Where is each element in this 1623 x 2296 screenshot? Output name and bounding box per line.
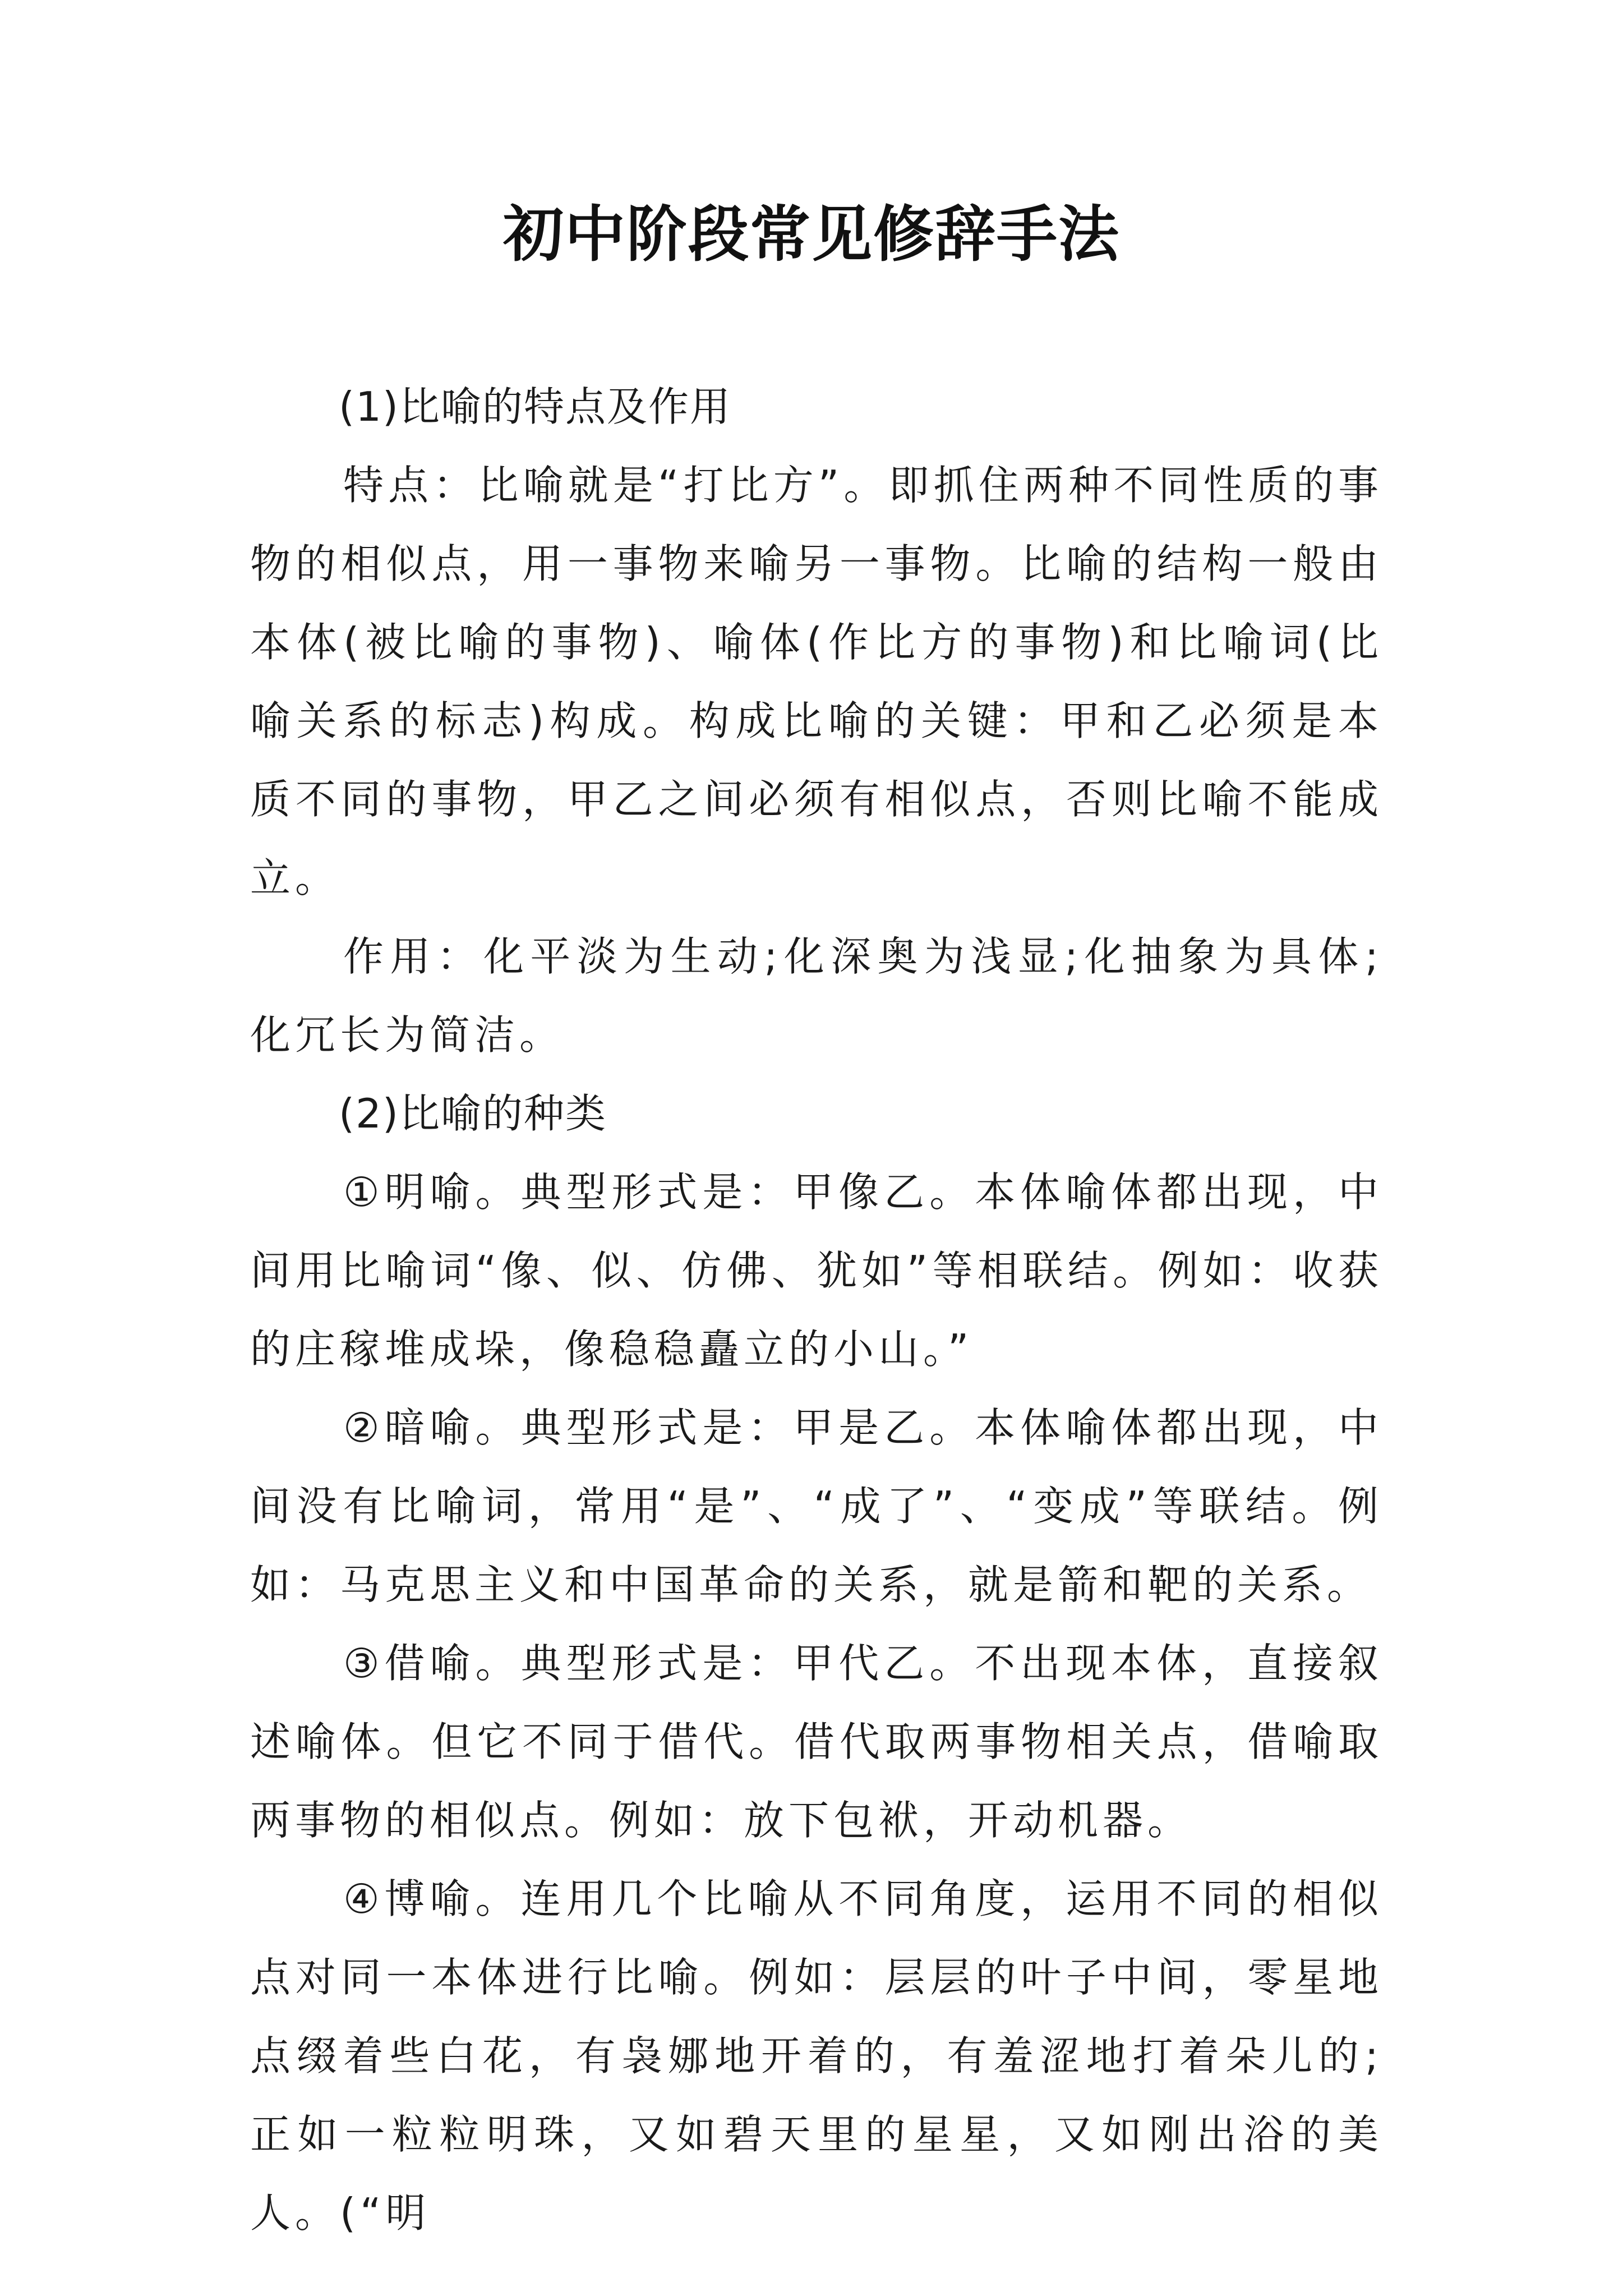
section-heading-2: (2)比喻的种类 — [339, 1090, 607, 1137]
document-body — [250, 367, 1383, 2252]
paragraph-extended-metaphor: ④博喻。连用几个比喻从不同角度，运用不同的相似点对同一本体进行比喻。例如：层层的叶子中间，零星地点缀着些白花，有袅娜地开着的，有羞涩地打着朵儿的;正如一粒粒明珠，又如碧天里的星星，又如刚出浴的美人。(“明 — [250, 1875, 1383, 2237]
paragraph-implied-metaphor: ③借喻。典型形式是：甲代乙。不出现本体，直接叙述喻体。但它不同于借代。借代取两事物相关点，借喻取两事物的相似点。例如：放下包袱，开动机器。 — [250, 1640, 1383, 1844]
paragraph-features: 特点：比喻就是“打比方”。即抓住两种不同性质的事物的相似点，用一事物来喻另一事物。比喻的结构一般由本体(被比喻的事物)、喻体(作比方的事物)和比喻词(比喻关系的标志)构成。构成比喻的关键：甲和乙必须是本质不同的事物，甲乙之间必须有相似点，否则比喻不能成立。 — [250, 462, 1383, 901]
paragraph-simile: ①明喻。典型形式是：甲像乙。本体喻体都出现，中间用比喻词“像、似、仿佛、犹如”等相联结。例如：收获的庄稼堆成垛，像稳稳矗立的小山。” — [250, 1168, 1383, 1373]
paragraph-metaphor: ②暗喻。典型形式是：甲是乙。本体喻体都出现，中间没有比喻词，常用“是”、“成了”、“变成”等联结。例如：马克思主义和中国革命的关系，就是箭和靶的关系。 — [250, 1404, 1383, 1608]
paragraph-function: 作用：化平淡为生动;化深奥为浅显;化抽象为具体;化冗长为简洁。 — [250, 933, 1383, 1059]
document-title: 初中阶段常见修辞手法 — [502, 199, 1120, 270]
section-heading-1: (1)比喻的特点及作用 — [339, 383, 731, 430]
